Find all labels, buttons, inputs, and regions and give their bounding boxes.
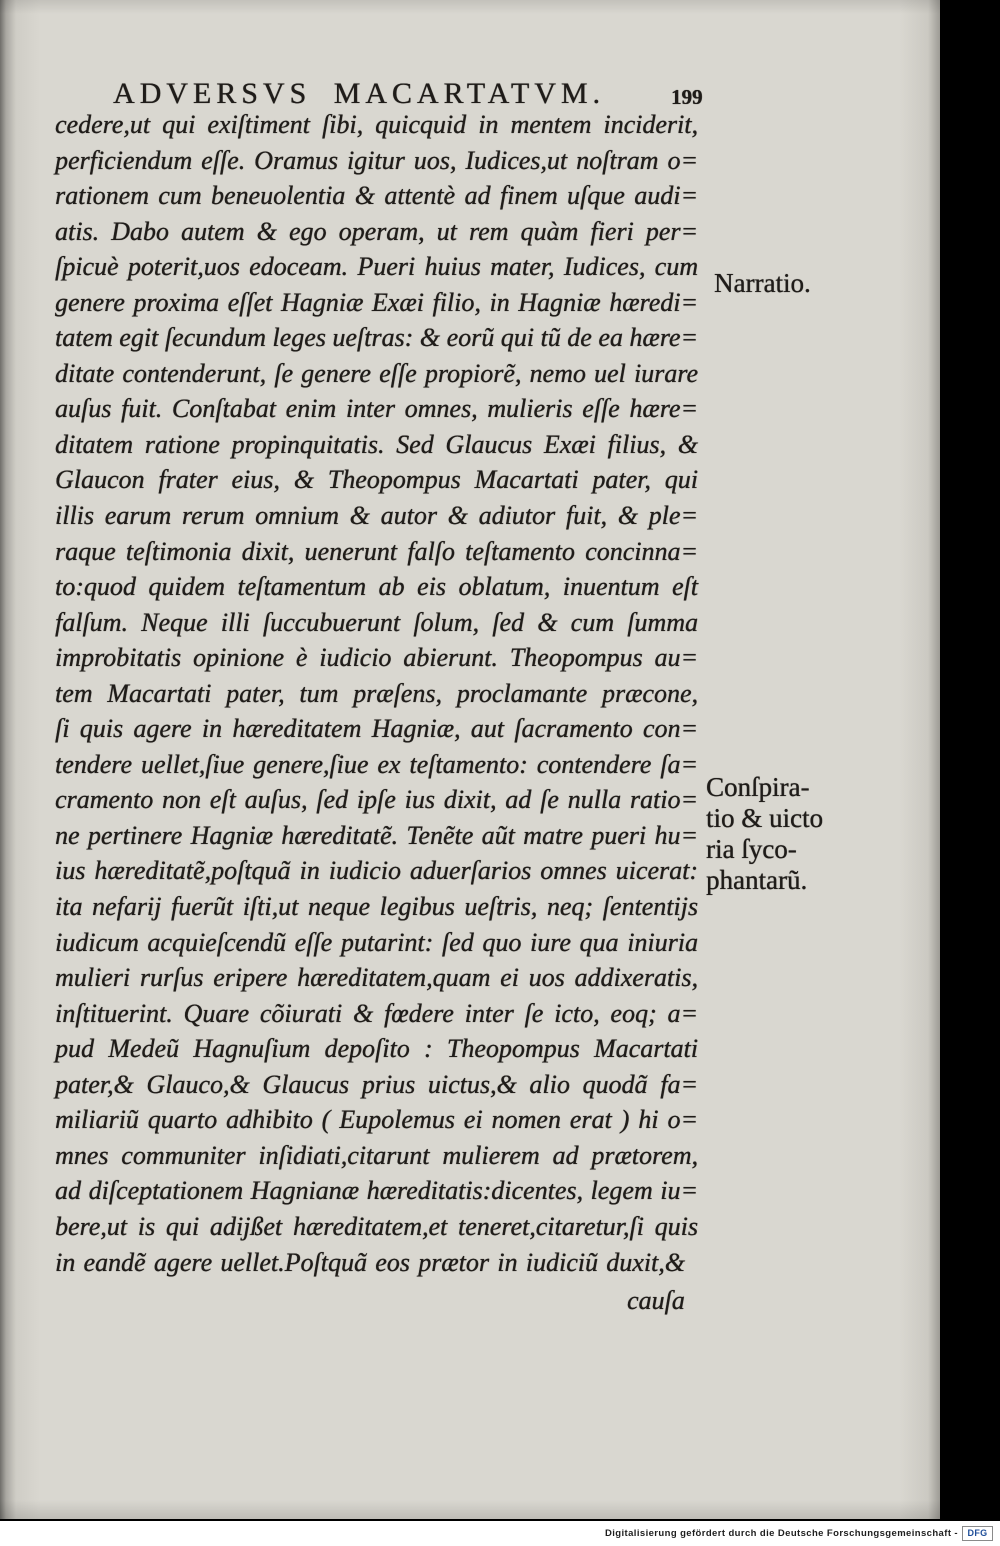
text-line: ditate contenderunt, ſe genere eſſe propiorẽ, nemo uel iurare xyxy=(55,358,698,388)
text-line: cedere,ut qui exiſtiment ſibi, quicquid in mentem inciderit, xyxy=(55,110,698,139)
text-line: perficiendum eſſe. Oramus igitur uos, Iudices,ut noſtram o= xyxy=(55,145,698,175)
text-line: to:quod quidem teſtamentum ab eis oblatum, inuentum eſt xyxy=(55,572,698,602)
margin-note-line: Narratio. xyxy=(714,268,811,298)
margin-note-line: ria ſyco- xyxy=(706,834,797,864)
text-line: genere proxima eſſet Hagniæ Exæi filio, in Hagniæ hæredi= xyxy=(55,287,698,317)
margin-note-line: tio & uicto xyxy=(706,803,823,833)
text-line: illis earum rerum omnium & autor & adiutor fuit, & ple= xyxy=(55,501,698,531)
running-title: ADVERSVS MACARTATVM. xyxy=(113,77,605,110)
margin-note-narratio xyxy=(714,268,811,298)
text-line: auſus fuit. Conſtabat enim inter omnes, mulieris eſſe hære= xyxy=(55,394,698,424)
dfg-logo: DFG xyxy=(962,1526,993,1541)
text-line: Glaucon frater eius, & Theopompus Macartati pater, qui xyxy=(55,465,698,495)
text-line: mnes communiter inſidiati,citarunt mulierem ad prætorem, xyxy=(55,1140,698,1170)
text-line: pater,& Glauco,& Glaucus prius uictus,& alio quodã fa= xyxy=(55,1069,698,1099)
text-line: ita nefarij fuerũt iſti,ut neque legibus ueſtris, neq; ſententijs xyxy=(55,892,698,922)
text-line: mulieri rurſus eripere hæreditatem,quam ei uos addixeratis, xyxy=(55,963,698,993)
text-line: tem Macartati pater, tum præſens, proclamante præcone, xyxy=(55,678,698,708)
text-line: bere,ut is qui adijßet hæreditatem,et teneret,citaretur,ſi quis xyxy=(55,1211,698,1241)
text-line: iudicum acquieſcendũ eſſe putarint: ſed quo iure qua iniuria xyxy=(55,927,698,957)
text-line: improbitatis opinione è iudicio abierunt. Theopompus au= xyxy=(55,643,698,673)
text-line: ſi quis agere in hæreditatem Hagniæ, aut ſacramento con= xyxy=(55,714,698,744)
text-line: ne pertinere Hagniæ hæreditatẽ. Tenẽte aũt matre pueri hu= xyxy=(55,820,698,850)
text-line: raque teſtimonia dixit, uenerunt falſo teſtamento concinna= xyxy=(55,536,698,566)
margin-note-conspiratio xyxy=(706,772,823,896)
text-line: pud Medeũ Hagnuſium depoſito : Theopompus Macartati xyxy=(55,1034,698,1064)
text-line: tatem egit ſecundum leges ueſtras: & eorũ qui tũ de ea hære= xyxy=(55,323,698,353)
digitization-footer xyxy=(0,1521,1000,1546)
margin-note-line: Conſpira- xyxy=(706,772,810,802)
text-line: cramento non eſt auſus, ſed ipſe ius dixit, ad ſe nulla ratio= xyxy=(55,785,698,815)
text-line: inſtituerint. Quare cõiurati & fœdere inter ſe icto, eoq; a= xyxy=(55,998,698,1028)
page-number: 199 xyxy=(671,85,703,109)
digitization-credit: Digitalisierung gefördert durch die Deutsche Forschungsgemeinschaft - xyxy=(605,1528,958,1539)
text-line: atis. Dabo autem & ego operam, ut rem quàm fieri per= xyxy=(55,216,698,246)
margin-note-line: phantarũ. xyxy=(706,865,808,895)
text-line: falſum. Neque illi ſuccubuerunt ſolum, ſed & cum ſumma xyxy=(55,607,698,637)
text-line: miliariũ quarto adhibito ( Eupolemus ei nomen erat ) hi o= xyxy=(55,1105,698,1135)
text-line: rationem cum beneuolentia & attentè ad finem uſque audi= xyxy=(55,181,698,211)
text-line: ad diſceptationem Hagnianæ hæreditatis:dicentes, legem iu= xyxy=(55,1176,698,1206)
text-line: ditatem ratione propinquitatis. Sed Glaucus Exæi filius, & xyxy=(55,429,698,459)
text-line: ius hæreditatẽ,poſtquã in iudicio aduerſarios omnes uicerat: xyxy=(55,856,698,886)
text-line: tendere uellet,ſiue genere,ſiue ex teſtamento: contendere ſa= xyxy=(55,749,698,779)
text-line: in eandẽ agere uellet.Poſtquã eos prætor in iudiciũ duxit,& xyxy=(55,1247,685,1277)
body-text xyxy=(55,107,700,1280)
catchword: cauſa xyxy=(627,1286,685,1315)
text-line: ſpicuè poterit,uos edoceam. Pueri huius mater, Iudices, cum xyxy=(55,252,698,282)
